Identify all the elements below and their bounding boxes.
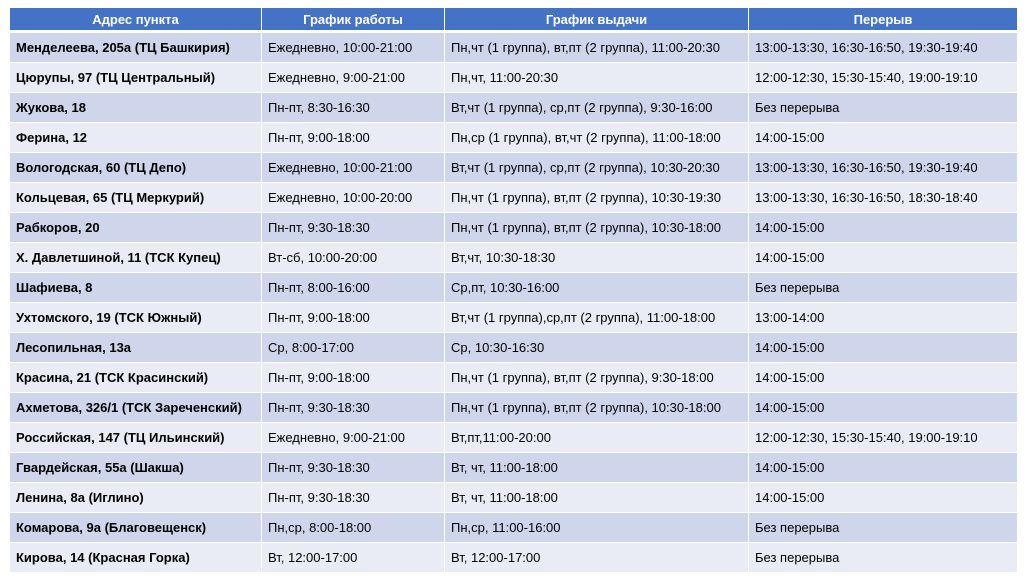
table-row xyxy=(10,63,1017,93)
cell-break: 14:00-15:00 xyxy=(749,363,1017,393)
cell-work-schedule: Ежедневно, 10:00-20:00 xyxy=(262,183,445,213)
cell-break: 13:00-13:30, 16:30-16:50, 19:30-19:40 xyxy=(749,33,1017,63)
cell-break: 14:00-15:00 xyxy=(749,123,1017,153)
cell-work-schedule: Пн-пт, 9:00-18:00 xyxy=(262,363,445,393)
cell-issue-schedule: Вт, чт, 11:00-18:00 xyxy=(445,453,749,483)
cell-address: Х. Давлетшиной, 11 (ТСК Купец) xyxy=(10,243,262,273)
cell-address: Ахметова, 326/1 (ТСК Зареченский) xyxy=(10,393,262,423)
header-address: Адрес пункта xyxy=(10,8,262,33)
cell-issue-schedule: Пн,ср, 11:00-16:00 xyxy=(445,513,749,543)
cell-break: Без перерыва xyxy=(749,93,1017,123)
cell-work-schedule: Пн-пт, 9:30-18:30 xyxy=(262,393,445,423)
table-row xyxy=(10,213,1017,243)
cell-break: 14:00-15:00 xyxy=(749,453,1017,483)
header-work-schedule: График работы xyxy=(262,8,445,33)
table-row xyxy=(10,453,1017,483)
table-row xyxy=(10,393,1017,423)
table-row xyxy=(10,483,1017,513)
cell-address: Кирова, 14 (Красная Горка) xyxy=(10,543,262,573)
cell-address: Менделеева, 205а (ТЦ Башкирия) xyxy=(10,33,262,63)
cell-work-schedule: Вт-сб, 10:00-20:00 xyxy=(262,243,445,273)
table-row xyxy=(10,543,1017,573)
table-row xyxy=(10,123,1017,153)
cell-issue-schedule: Пн,чт, 11:00-20:30 xyxy=(445,63,749,93)
cell-break: 13:00-13:30, 16:30-16:50, 18:30-18:40 xyxy=(749,183,1017,213)
cell-address: Ухтомского, 19 (ТСК Южный) xyxy=(10,303,262,333)
cell-work-schedule: Ежедневно, 9:00-21:00 xyxy=(262,423,445,453)
cell-issue-schedule: Вт,чт (1 группа), ср,пт (2 группа), 9:30-16:00 xyxy=(445,93,749,123)
cell-break: 14:00-15:00 xyxy=(749,393,1017,423)
cell-issue-schedule: Вт, чт, 11:00-18:00 xyxy=(445,483,749,513)
cell-break: 13:00-13:30, 16:30-16:50, 19:30-19:40 xyxy=(749,153,1017,183)
table-row xyxy=(10,273,1017,303)
cell-issue-schedule: Вт,чт (1 группа),ср,пт (2 группа), 11:00-18:00 xyxy=(445,303,749,333)
cell-work-schedule: Ежедневно, 9:00-21:00 xyxy=(262,63,445,93)
cell-break: 12:00-12:30, 15:30-15:40, 19:00-19:10 xyxy=(749,423,1017,453)
cell-address: Ферина, 12 xyxy=(10,123,262,153)
cell-address: Цюрупы, 97 (ТЦ Центральный) xyxy=(10,63,262,93)
table-row xyxy=(10,423,1017,453)
cell-work-schedule: Вт, 12:00-17:00 xyxy=(262,543,445,573)
cell-work-schedule: Ежедневно, 10:00-21:00 xyxy=(262,153,445,183)
cell-address: Комарова, 9а (Благовещенск) xyxy=(10,513,262,543)
table-row xyxy=(10,363,1017,393)
table-row xyxy=(10,243,1017,273)
cell-address: Российская, 147 (ТЦ Ильинский) xyxy=(10,423,262,453)
cell-issue-schedule: Пн,чт (1 группа), вт,пт (2 группа), 9:30-18:00 xyxy=(445,363,749,393)
cell-break: 13:00-14:00 xyxy=(749,303,1017,333)
cell-issue-schedule: Вт,чт (1 группа), ср,пт (2 группа), 10:30-20:30 xyxy=(445,153,749,183)
cell-issue-schedule: Ср,пт, 10:30-16:00 xyxy=(445,273,749,303)
cell-break: 14:00-15:00 xyxy=(749,483,1017,513)
cell-work-schedule: Пн-пт, 8:00-16:00 xyxy=(262,273,445,303)
table-row xyxy=(10,183,1017,213)
table-row xyxy=(10,333,1017,363)
cell-break: Без перерыва xyxy=(749,513,1017,543)
cell-work-schedule: Ср, 8:00-17:00 xyxy=(262,333,445,363)
cell-work-schedule: Ежедневно, 10:00-21:00 xyxy=(262,33,445,63)
cell-issue-schedule: Ср, 10:30-16:30 xyxy=(445,333,749,363)
cell-address: Вологодская, 60 (ТЦ Депо) xyxy=(10,153,262,183)
cell-break: 14:00-15:00 xyxy=(749,243,1017,273)
cell-work-schedule: Пн-пт, 9:00-18:00 xyxy=(262,123,445,153)
cell-work-schedule: Пн-пт, 9:30-18:30 xyxy=(262,213,445,243)
table-row xyxy=(10,303,1017,333)
cell-address: Красина, 21 (ТСК Красинский) xyxy=(10,363,262,393)
cell-work-schedule: Пн-пт, 8:30-16:30 xyxy=(262,93,445,123)
cell-break: 12:00-12:30, 15:30-15:40, 19:00-19:10 xyxy=(749,63,1017,93)
cell-address: Шафиева, 8 xyxy=(10,273,262,303)
cell-issue-schedule: Пн,ср (1 группа), вт,чт (2 группа), 11:00-18:00 xyxy=(445,123,749,153)
cell-issue-schedule: Вт,пт,11:00-20:00 xyxy=(445,423,749,453)
schedule-table-container xyxy=(10,8,1017,573)
table-row xyxy=(10,93,1017,123)
table-row xyxy=(10,33,1017,63)
cell-work-schedule: Пн-пт, 9:30-18:30 xyxy=(262,483,445,513)
cell-issue-schedule: Пн,чт (1 группа), вт,пт (2 группа), 10:30-19:30 xyxy=(445,183,749,213)
cell-address: Гвардейская, 55а (Шакша) xyxy=(10,453,262,483)
cell-break: Без перерыва xyxy=(749,273,1017,303)
cell-issue-schedule: Вт,чт, 10:30-18:30 xyxy=(445,243,749,273)
table-body xyxy=(10,33,1017,573)
cell-address: Лесопильная, 13а xyxy=(10,333,262,363)
table-row xyxy=(10,153,1017,183)
cell-work-schedule: Пн-пт, 9:30-18:30 xyxy=(262,453,445,483)
cell-work-schedule: Пн-пт, 9:00-18:00 xyxy=(262,303,445,333)
header-issue-schedule: График выдачи xyxy=(445,8,749,33)
cell-address: Кольцевая, 65 (ТЦ Меркурий) xyxy=(10,183,262,213)
cell-address: Ленина, 8а (Иглино) xyxy=(10,483,262,513)
cell-issue-schedule: Пн,чт (1 группа), вт,пт (2 группа), 11:00-20:30 xyxy=(445,33,749,63)
cell-break: 14:00-15:00 xyxy=(749,213,1017,243)
cell-work-schedule: Пн,ср, 8:00-18:00 xyxy=(262,513,445,543)
table-header-row xyxy=(10,8,1017,33)
cell-break: Без перерыва xyxy=(749,543,1017,573)
schedule-table xyxy=(10,8,1017,573)
cell-issue-schedule: Пн,чт (1 группа), вт,пт (2 группа), 10:30-18:00 xyxy=(445,213,749,243)
header-break: Перерыв xyxy=(749,8,1017,33)
cell-issue-schedule: Пн,чт (1 группа), вт,пт (2 группа), 10:30-18:00 xyxy=(445,393,749,423)
cell-issue-schedule: Вт, 12:00-17:00 xyxy=(445,543,749,573)
cell-address: Жукова, 18 xyxy=(10,93,262,123)
table-row xyxy=(10,513,1017,543)
cell-break: 14:00-15:00 xyxy=(749,333,1017,363)
cell-address: Рабкоров, 20 xyxy=(10,213,262,243)
